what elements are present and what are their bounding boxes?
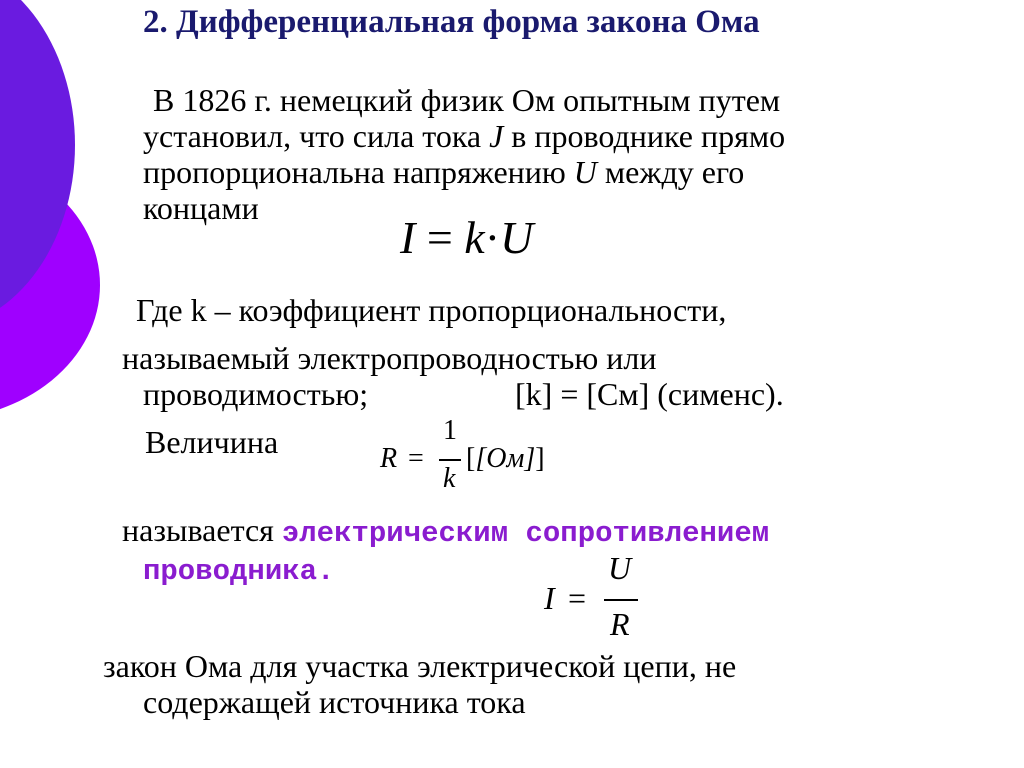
decorative-circles	[0, 0, 120, 420]
formula3-fraction-bar	[604, 599, 638, 601]
formula3-denominator: R	[610, 606, 630, 642]
resistance-prefix: называется	[122, 512, 282, 548]
voltage-symbol: U	[573, 154, 597, 190]
formula1-u: U	[500, 212, 534, 263]
definition-line-4: Величина	[145, 424, 279, 460]
formula-ohm-proportional	[400, 210, 533, 266]
formula-resistance	[380, 415, 560, 500]
definition-line-3: проводимостью;	[143, 376, 369, 412]
resistance-line-1	[122, 512, 769, 552]
formula1-eq: =	[426, 212, 453, 263]
formula2-eq: =	[408, 443, 424, 474]
formula2-lhs: R	[380, 443, 398, 474]
formula3-numerator: U	[608, 550, 632, 586]
intro-line-3	[143, 154, 744, 190]
formula1-k: k	[464, 212, 485, 263]
definition-line-2: называемый электропроводностью или	[122, 340, 657, 376]
law-line-1: закон Ома для участка электрической цепи, не	[103, 648, 737, 684]
formula1-dot: ·	[484, 212, 501, 263]
intro-line-2-text-b: в проводнике прямо	[503, 118, 786, 154]
definition-line-1: Где k – коэффициент пропорциональности,	[136, 292, 727, 328]
formula2-fraction-bar	[439, 459, 461, 461]
current-symbol: J	[489, 118, 504, 154]
intro-line-3-text-b: между его	[596, 154, 745, 190]
formula2-unit-text: [Ом]	[475, 443, 536, 474]
formula3-eq: =	[568, 580, 587, 616]
formula1-lhs: I	[400, 212, 416, 263]
formula2-denominator: k	[443, 463, 456, 494]
intro-line-1: В 1826 г. немецкий физик Ом опытным путем	[153, 82, 781, 118]
slide-title: 2. Дифференциальная форма закона Ома	[143, 4, 760, 40]
formula3-lhs: I	[544, 580, 555, 616]
law-line-2: содержащей источника тока	[143, 684, 526, 720]
formula2-unit: [[Ом]]	[466, 443, 545, 474]
resistance-term-1: электрическим сопротивлением	[281, 517, 770, 550]
intro-line-2	[143, 118, 785, 154]
formula2-numerator: 1	[443, 415, 457, 446]
conductance-units: [k] = [См] (сименс).	[515, 376, 784, 412]
resistance-line-2	[143, 550, 334, 590]
intro-line-4: концами	[143, 190, 259, 226]
formula-ohm-law	[540, 550, 650, 650]
resistance-term-2: проводника.	[143, 555, 335, 588]
intro-line-3-text-a: пропорциональна напряжению	[143, 154, 574, 190]
intro-line-2-text-a: установил, что сила тока	[143, 118, 490, 154]
